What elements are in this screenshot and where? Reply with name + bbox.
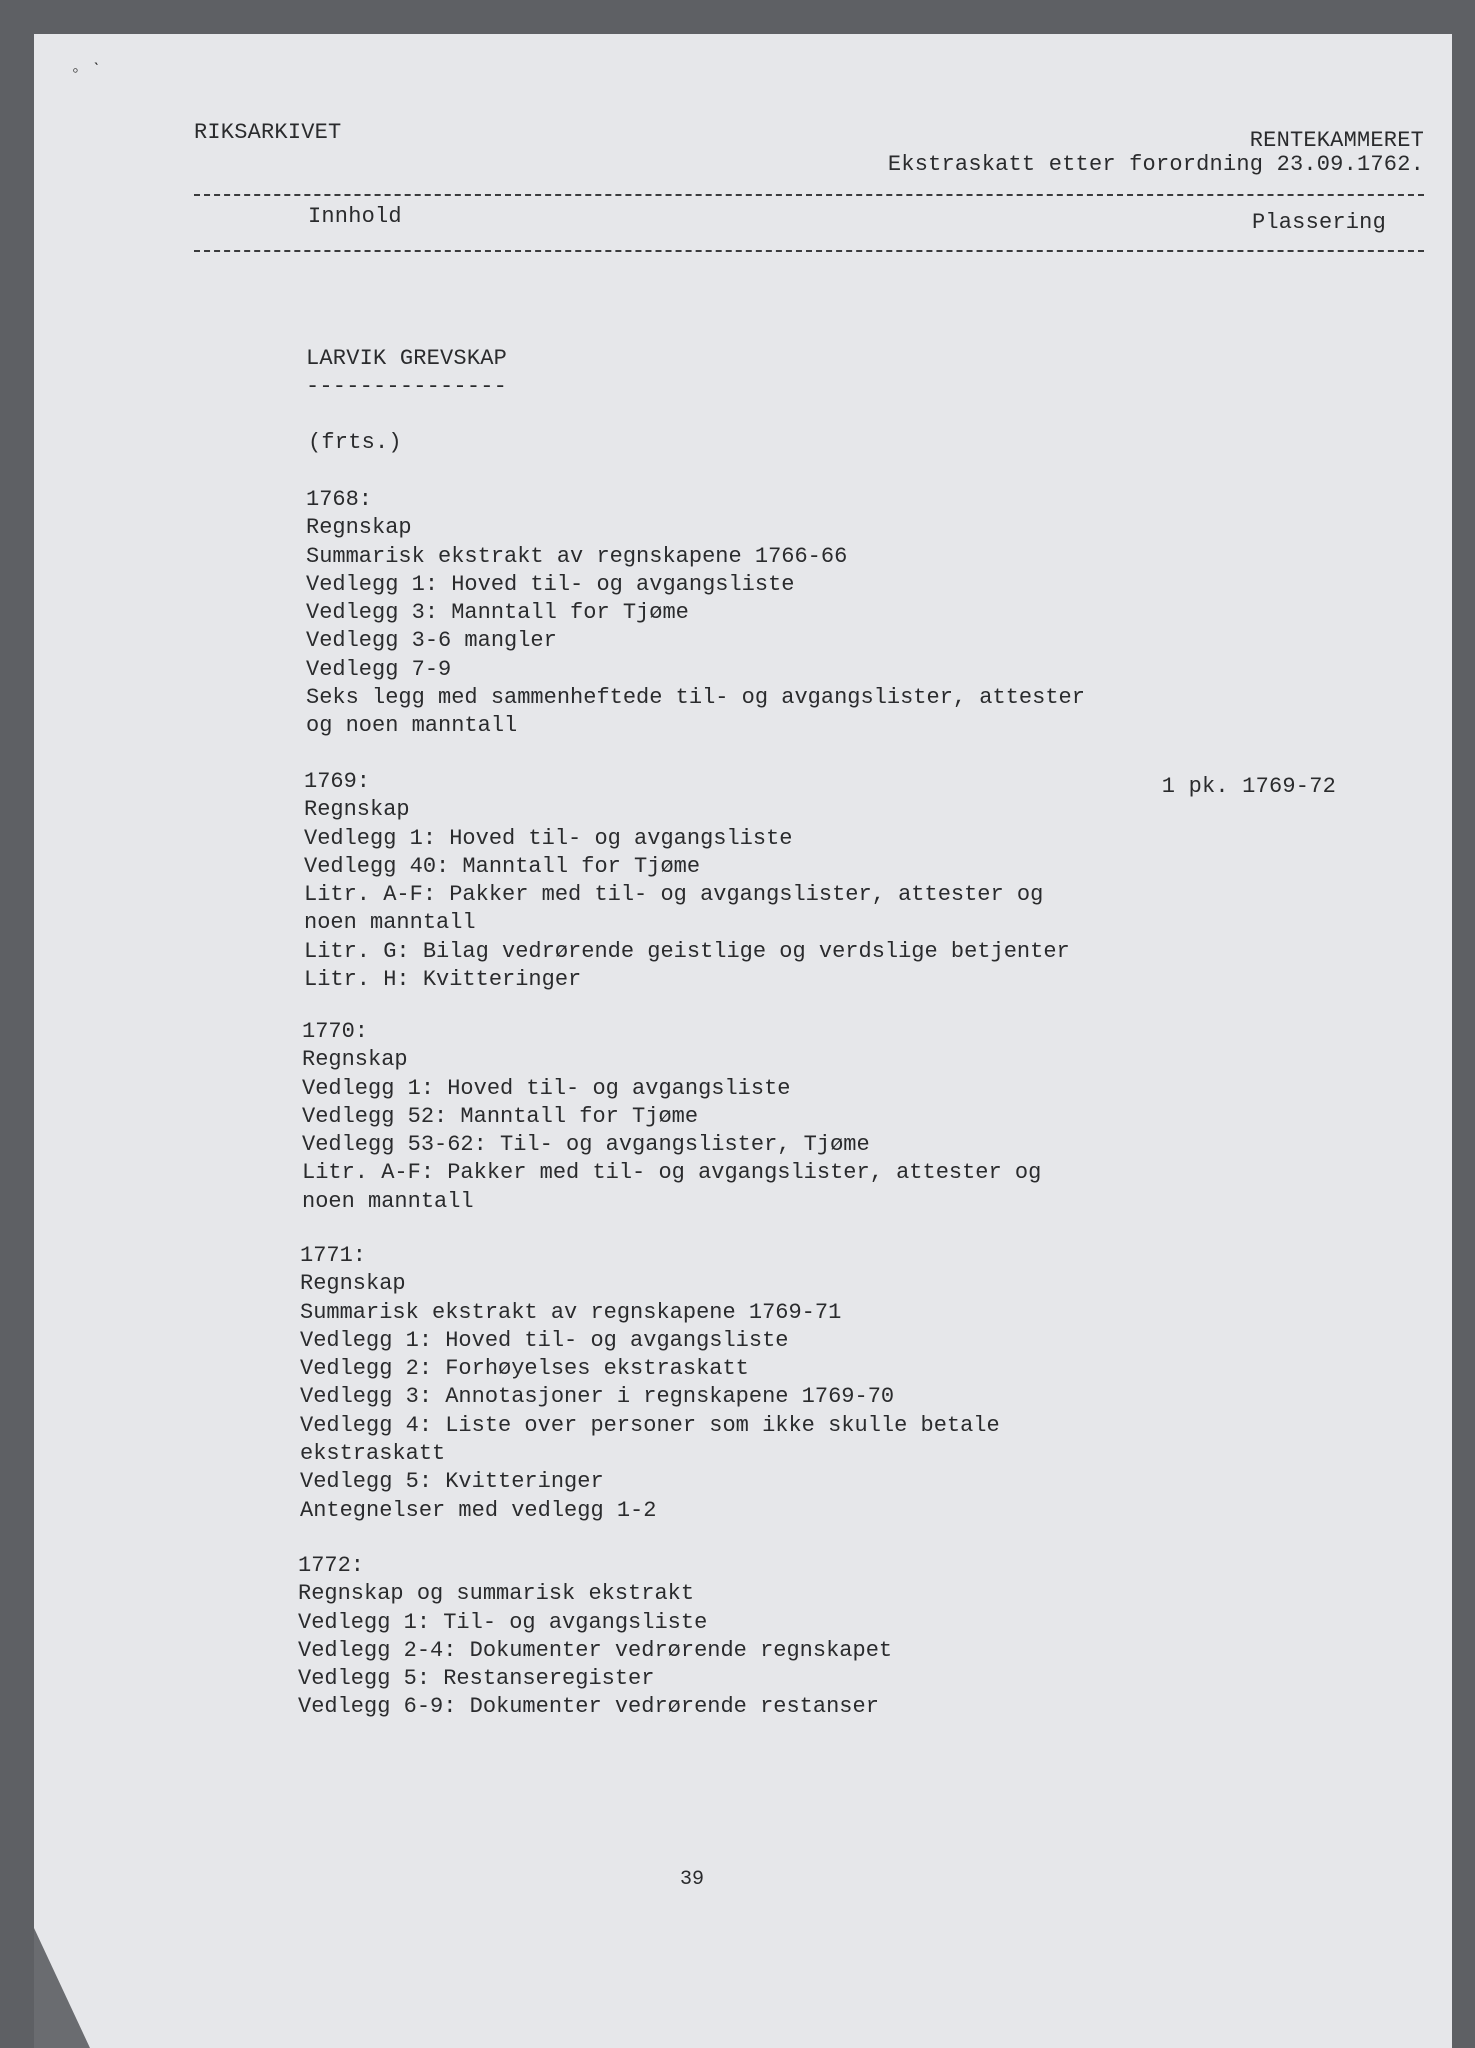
entry-line: Regnskap <box>304 797 410 823</box>
entry-line: Vedlegg 2: Forhøyelses ekstraskatt <box>300 1356 749 1382</box>
year-block-1772 <box>298 1552 892 1722</box>
entry-line: Vedlegg 2-4: Dokumenter vedrørende regnskapet <box>298 1637 893 1663</box>
section-title: LARVIK GREVSKAP <box>306 346 508 371</box>
entry-line: Regnskap <box>300 1271 406 1297</box>
archive-name: RIKSARKIVET <box>194 120 342 145</box>
entry-line: Vedlegg 1: Hoved til- og avgangsliste <box>302 1075 791 1101</box>
year-block-1770 <box>302 1018 1041 1216</box>
header-rule-bottom <box>194 250 1424 252</box>
entry-line: Vedlegg 40: Manntall for Tjøme <box>304 853 701 879</box>
entry-line: Vedlegg 1: Til- og avgangsliste <box>298 1609 708 1635</box>
entry-line: Litr. G: Bilag vedrørende geistlige og verdslige betjenter <box>304 938 1070 964</box>
document-page <box>34 34 1452 2048</box>
column-heading-contents: Innhold <box>308 204 402 229</box>
office-name: RENTEKAMMERET <box>1249 128 1424 153</box>
year-block-1771 <box>300 1242 1000 1525</box>
section-title-underline: --------------- <box>306 374 508 399</box>
continued-note: (frts.) <box>308 430 402 455</box>
year-block-1768 <box>306 486 1085 741</box>
entry-line: Vedlegg 6-9: Dokumenter vedrørende restanser <box>298 1694 879 1720</box>
entry-line: Vedlegg 52: Manntall for Tjøme <box>302 1103 699 1129</box>
entry-line: Vedlegg 1: Hoved til- og avgangsliste <box>306 571 795 597</box>
entry-line: Vedlegg 5: Restanseregister <box>298 1666 655 1692</box>
entry-line: Vedlegg 3-6 mangler <box>306 628 557 654</box>
entry-line: Vedlegg 5: Kvitteringer <box>300 1469 604 1495</box>
column-heading-location: Plassering <box>1251 210 1386 235</box>
document-subtitle: Ekstraskatt etter forordning 23.09.1762. <box>887 152 1424 177</box>
year-heading: 1770: <box>302 1019 369 1044</box>
entry-line: Vedlegg 4: Liste over personer som ikke skulle betale <box>300 1412 1000 1438</box>
year-block-1769 <box>304 768 1070 994</box>
location-1769: 1 pk. 1769-72 <box>1161 774 1336 799</box>
punch-hole-mark: ◦ ˋ <box>70 62 103 82</box>
folded-corner <box>34 1928 90 2048</box>
entry-line: Vedlegg 1: Hoved til- og avgangsliste <box>300 1327 789 1353</box>
entry-line: Antegnelser med vedlegg 1-2 <box>300 1497 657 1523</box>
page-number: 39 <box>680 1868 705 1891</box>
entry-line: Vedlegg 1: Hoved til- og avgangsliste <box>304 825 793 851</box>
entry-line: ekstraskatt <box>300 1441 446 1467</box>
entry-line: noen manntall <box>304 910 476 936</box>
year-heading: 1768: <box>306 487 373 512</box>
year-heading: 1772: <box>298 1553 365 1578</box>
entry-line: Vedlegg 3: Manntall for Tjøme <box>306 600 689 626</box>
entry-line: Regnskap <box>306 515 412 541</box>
year-heading: 1771: <box>300 1243 367 1268</box>
entry-line: noen manntall <box>302 1188 474 1214</box>
entry-line: Litr. A-F: Pakker med til- og avgangslister, attester og <box>302 1160 1042 1186</box>
entry-line: Vedlegg 3: Annotasjoner i regnskapene 1769-70 <box>300 1384 895 1410</box>
entry-line: Litr. H: Kvitteringer <box>304 967 582 993</box>
entry-line: Litr. A-F: Pakker med til- og avgangslister, attester og <box>304 882 1044 908</box>
entry-line: Vedlegg 7-9 <box>306 656 452 682</box>
entry-line: Vedlegg 53-62: Til- og avgangslister, Tjøme <box>302 1132 870 1158</box>
header-rule-top <box>194 194 1424 196</box>
entry-line: Seks legg med sammenheftede til- og avgangslister, attester <box>306 685 1085 711</box>
entry-line: og noen manntall <box>306 713 518 739</box>
year-heading: 1769: <box>304 769 371 794</box>
entry-line: Regnskap <box>302 1047 408 1073</box>
entry-line: Regnskap og summarisk ekstrakt <box>298 1581 695 1607</box>
entry-line: Summarisk ekstrakt av regnskapene 1769-71 <box>300 1299 842 1325</box>
entry-line: Summarisk ekstrakt av regnskapene 1766-66 <box>306 543 848 569</box>
